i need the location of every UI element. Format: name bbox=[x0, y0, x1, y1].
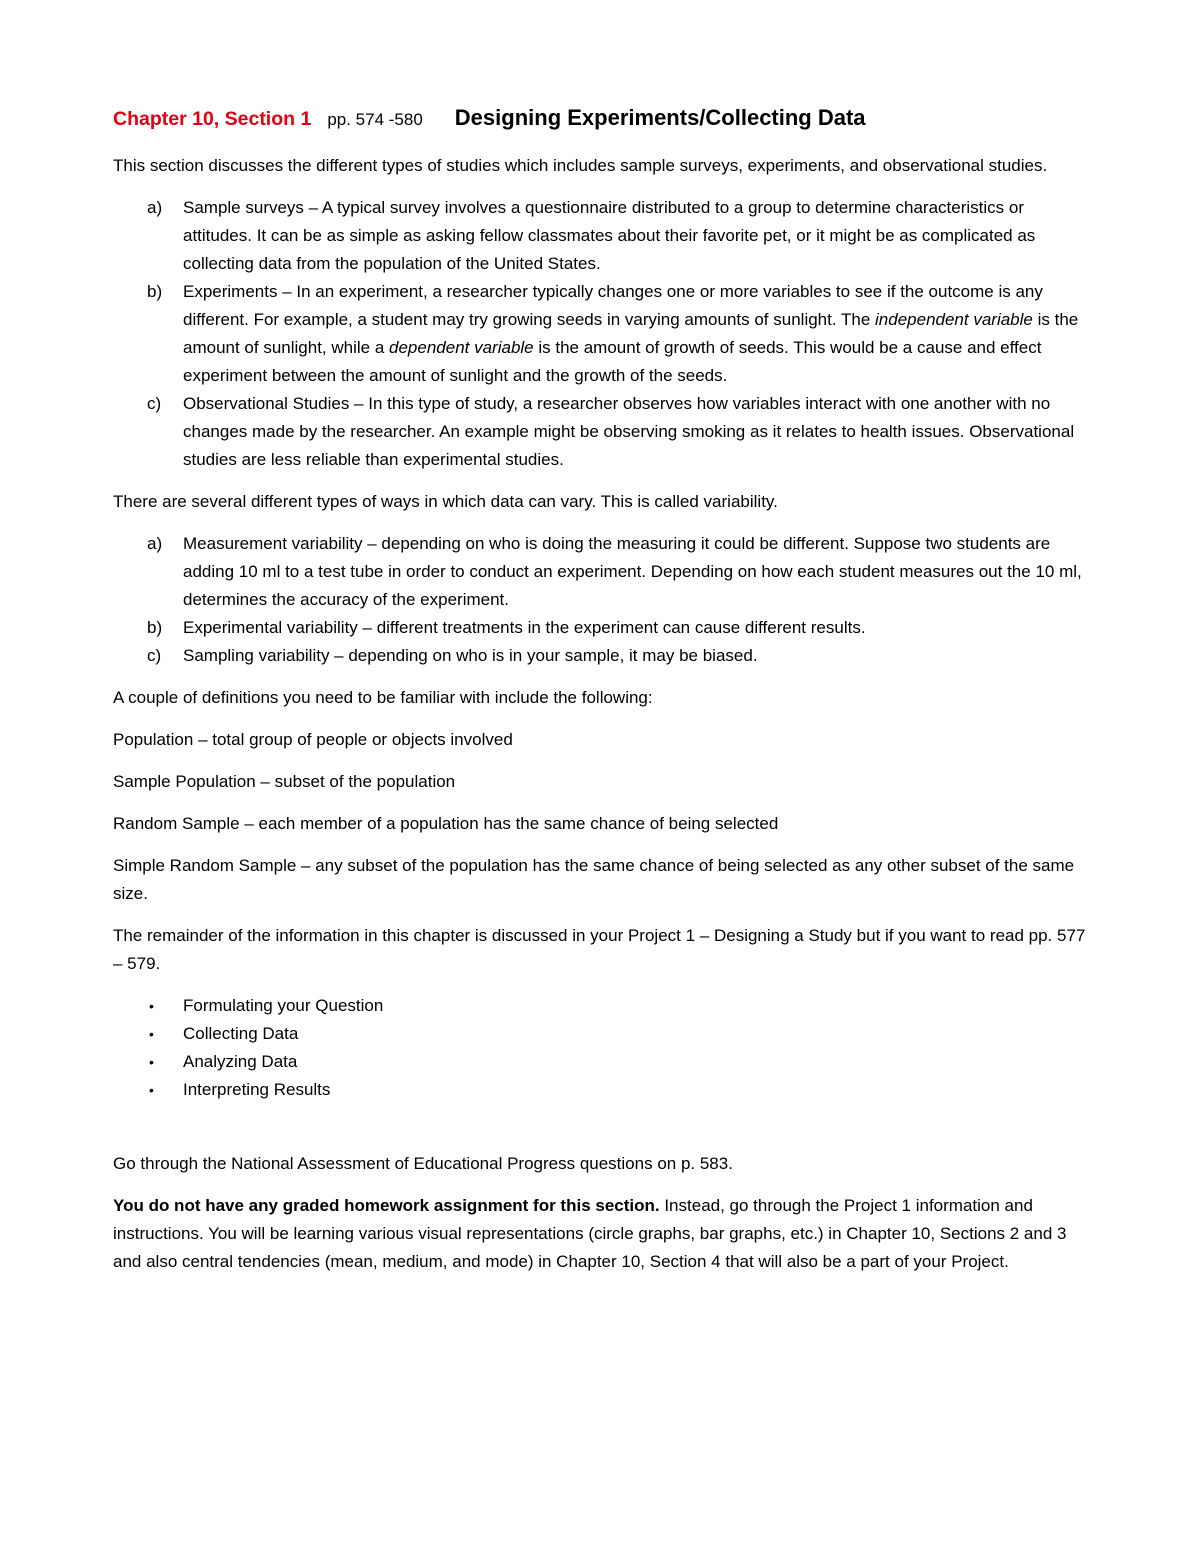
list-item-text: Experimental variability – different treatments in the experiment can cause different results. bbox=[183, 618, 866, 637]
list-marker: c) bbox=[147, 646, 162, 665]
list-item-text bbox=[183, 282, 1078, 385]
list-item bbox=[113, 992, 1088, 1020]
italic-term-independent: independent variable bbox=[875, 310, 1033, 329]
list-item bbox=[113, 1076, 1088, 1104]
list-item bbox=[113, 1048, 1088, 1076]
italic-term-dependent: dependent variable bbox=[389, 338, 534, 357]
blank-spacer bbox=[113, 1118, 1088, 1150]
variability-intro: There are several different types of ways in which data can vary. This is called variability. bbox=[113, 492, 778, 511]
text-run: is the amount of growth of seeds. This would be a cause and effect experiment between the amount of sunlight and the growth of the seeds. bbox=[183, 338, 1042, 385]
page-range: pp. 574 -580 bbox=[327, 110, 423, 129]
text-run: Experiments – In an experiment, a researcher typically changes one or more variables to see if the outcome is any different. For example, a student may try growing seeds in varying amounts of sunlight. The bbox=[183, 282, 1043, 329]
document-body bbox=[113, 100, 1088, 1290]
list-marker: a) bbox=[147, 198, 163, 217]
list-marker: b) bbox=[147, 282, 163, 301]
list-item-text: Observational Studies – In this type of study, a researcher observes how variables interact with one another with no changes made by the researcher. An example might be observing smoking as it relates to health issues. Observational studies are less reliable than experimental studies. bbox=[183, 394, 1075, 469]
definition-population: Population – total group of people or objects involved bbox=[113, 730, 513, 749]
intro-paragraph: This section discusses the different types of studies which includes sample surveys, experiments, and observational studies. bbox=[113, 156, 1048, 175]
list-marker: a) bbox=[147, 534, 163, 553]
list-item bbox=[113, 614, 1088, 642]
list-item-text: Measurement variability – depending on who is doing the measuring it could be different. Suppose two students are adding 10 ml to a test tube in order to conduct an experiment. Depending on how each student measures out the 10 ml, determines the accuracy of the experiment. bbox=[183, 534, 1082, 609]
bullet-icon: • bbox=[149, 1082, 154, 1098]
bullet-icon: • bbox=[149, 1054, 154, 1070]
naep-paragraph: Go through the National Assessment of Educational Progress questions on p. 583. bbox=[113, 1154, 733, 1173]
list-item-text: Collecting Data bbox=[183, 1024, 299, 1043]
list-marker: b) bbox=[147, 618, 163, 637]
bullet-icon: • bbox=[149, 1026, 154, 1042]
homework-bold-text: You do not have any graded homework assignment for this section. bbox=[113, 1196, 660, 1215]
definition-simple-random-sample: Simple Random Sample – any subset of the population has the same chance of being selected as any other subset of the same size. bbox=[113, 856, 1075, 903]
list-item-text: Sample surveys – A typical survey involves a questionnaire distributed to a group to determine characteristics or attitudes. It can be as simple as asking fellow classmates about their favorite pet, or it might be as complicated as collecting data from the population of the United States. bbox=[183, 198, 1036, 273]
project-steps-list bbox=[113, 992, 1088, 1104]
list-marker: c) bbox=[147, 394, 162, 413]
study-types-list bbox=[113, 194, 1088, 474]
list-item bbox=[113, 390, 1088, 474]
bullet-icon: • bbox=[149, 998, 154, 1014]
definitions-intro: A couple of definitions you need to be familiar with include the following: bbox=[113, 688, 653, 707]
homework-text: Instead, go through the Project 1 information and instructions. You will be learning various visual representations (circle graphs, bar graphs, etc.) in Chapter 10, Sections 2 and 3 and also central tendencies (mean, medium, and mode) in Chapter 10, Section 4 that will also be a part of your Project. bbox=[113, 1196, 1067, 1271]
list-item-text: Interpreting Results bbox=[183, 1080, 331, 1099]
chapter-section-label: Chapter 10, Section 1 bbox=[113, 108, 312, 130]
definition-random-sample: Random Sample – each member of a population has the same chance of being selected bbox=[113, 814, 779, 833]
title-line bbox=[113, 100, 1088, 138]
list-item bbox=[113, 194, 1088, 278]
list-item bbox=[113, 1020, 1088, 1048]
definition-sample-population: Sample Population – subset of the population bbox=[113, 772, 456, 791]
homework-paragraph bbox=[113, 1192, 1088, 1276]
page-title: Designing Experiments/Collecting Data bbox=[454, 105, 866, 130]
list-item bbox=[113, 530, 1088, 614]
list-item-text: Analyzing Data bbox=[183, 1052, 298, 1071]
list-item-text: Formulating your Question bbox=[183, 996, 384, 1015]
remainder-paragraph: The remainder of the information in this chapter is discussed in your Project 1 – Designing a Study but if you want to read pp. 577 – 579. bbox=[113, 926, 1086, 973]
list-item-text: Sampling variability – depending on who is in your sample, it may be biased. bbox=[183, 646, 758, 665]
text-run: is the amount of sunlight, while a bbox=[183, 310, 1079, 357]
list-item bbox=[113, 278, 1088, 390]
list-item bbox=[113, 642, 1088, 670]
variability-list bbox=[113, 530, 1088, 670]
